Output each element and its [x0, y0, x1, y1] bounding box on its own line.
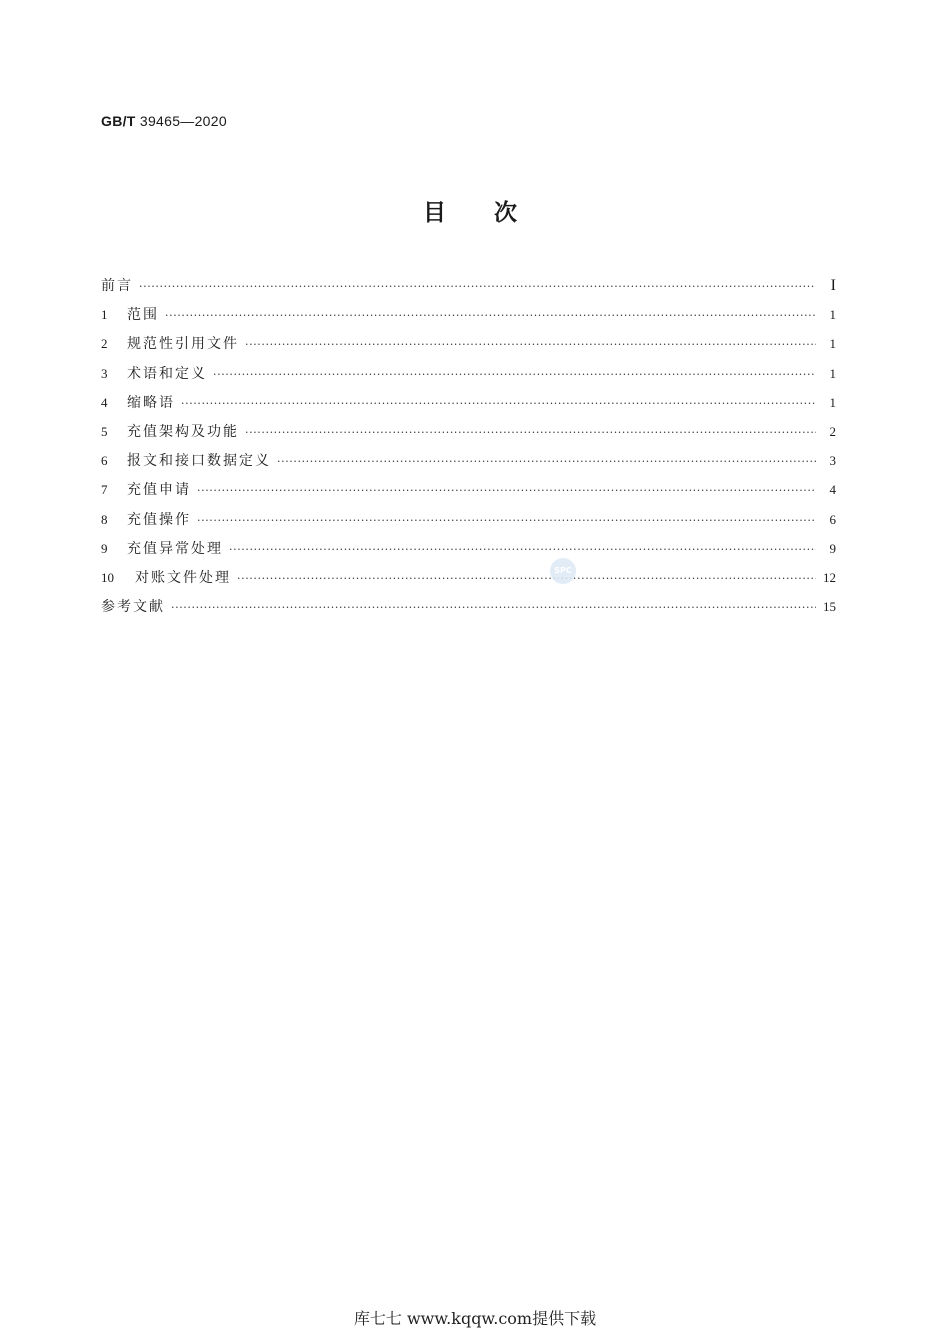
- toc-entry-label: 前言: [101, 278, 133, 294]
- toc-entry-foreword[interactable]: [101, 271, 836, 300]
- toc-entry-9[interactable]: [101, 534, 836, 563]
- toc-entry-3[interactable]: [101, 359, 836, 388]
- download-source-footer: 库七七 www.kqqw.com提供下载: [353, 1309, 597, 1328]
- toc-entry-number: 7: [101, 482, 108, 498]
- dot-leader: [245, 330, 816, 359]
- standard-number: 39465—2020: [139, 113, 227, 129]
- toc-entry-label: 充值申请: [127, 482, 191, 499]
- toc-entry-number: 8: [101, 511, 108, 527]
- dot-leader: [237, 564, 816, 593]
- toc-entry-page: 6: [829, 511, 836, 527]
- toc-entry-number: 9: [101, 540, 108, 556]
- toc-entry-page: 1: [829, 365, 836, 381]
- toc-entry-page: 4: [829, 482, 836, 498]
- toc-entry-page: 15: [823, 599, 836, 615]
- toc-entry-5[interactable]: [101, 417, 836, 446]
- toc-entry-label: 参考文献: [101, 599, 165, 616]
- toc-entry-10[interactable]: [101, 563, 836, 592]
- toc-entry-label: 充值架构及功能: [127, 423, 239, 440]
- toc-entry-page: I: [830, 277, 836, 294]
- toc-entry-page: 2: [829, 423, 836, 439]
- toc-entry-8[interactable]: [101, 505, 836, 534]
- table-of-contents: [101, 271, 836, 621]
- dot-leader: [197, 476, 816, 505]
- toc-entry-page: 12: [823, 569, 836, 585]
- dot-leader: [213, 360, 816, 389]
- dot-leader: [165, 301, 816, 330]
- dot-leader: [229, 535, 816, 564]
- toc-entry-label: 对账文件处理: [135, 569, 231, 586]
- toc-entry-page: 1: [829, 394, 836, 410]
- toc-entry-page: 1: [829, 307, 836, 323]
- standard-prefix: GB/T: [101, 113, 136, 129]
- toc-entry-2[interactable]: [101, 329, 836, 358]
- toc-entry-4[interactable]: [101, 388, 836, 417]
- toc-entry-number: 2: [101, 336, 108, 352]
- toc-entry-label: 充值异常处理: [127, 540, 223, 557]
- toc-entry-7[interactable]: [101, 475, 836, 504]
- toc-entry-number: 10: [101, 569, 114, 585]
- toc-entry-label: 范围: [127, 307, 159, 324]
- watermark-logo: SPC: [550, 558, 576, 584]
- toc-entry-number: 6: [101, 453, 108, 469]
- dot-leader: [181, 389, 816, 418]
- toc-entry-6[interactable]: [101, 446, 836, 475]
- toc-entry-page: 9: [829, 540, 836, 556]
- dot-leader: [245, 418, 816, 447]
- dot-leader: [171, 593, 816, 622]
- toc-entry-number: 5: [101, 423, 108, 439]
- toc-entry-1[interactable]: [101, 300, 836, 329]
- toc-entry-references[interactable]: [101, 592, 836, 621]
- toc-entry-number: 4: [101, 394, 108, 410]
- toc-entry-label: 规范性引用文件: [127, 336, 239, 353]
- standard-code: [101, 113, 227, 129]
- toc-entry-number: 3: [101, 365, 108, 381]
- dot-leader: [277, 447, 816, 476]
- dot-leader: [139, 272, 816, 301]
- toc-entry-page: 1: [829, 336, 836, 352]
- toc-entry-label: 缩略语: [127, 394, 175, 411]
- dot-leader: [197, 506, 816, 535]
- toc-entry-label: 报文和接口数据定义: [127, 453, 271, 470]
- toc-entry-label: 充值操作: [127, 511, 191, 528]
- toc-entry-number: 1: [101, 307, 108, 323]
- page-title: 目次: [423, 200, 565, 226]
- toc-entry-page: 3: [829, 453, 836, 469]
- toc-entry-label: 术语和定义: [127, 365, 207, 382]
